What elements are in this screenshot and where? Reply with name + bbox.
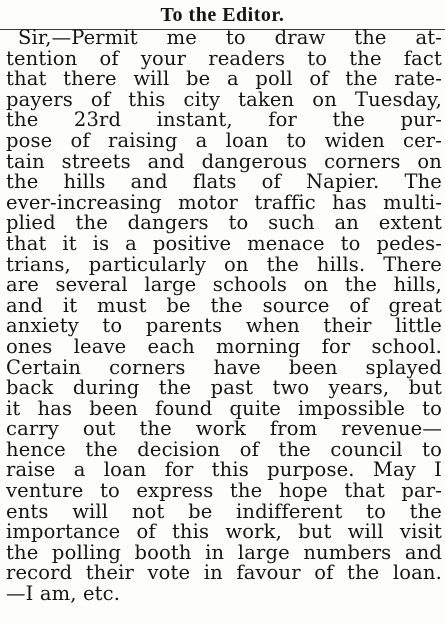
letter-line: —I am, etc. — [6, 582, 121, 606]
letter-line: trians, particularly on the hills. There — [6, 252, 442, 276]
letter-line: that there will be a poll of the rate- — [6, 67, 442, 91]
letter-line: carry out the work from revenue— — [6, 417, 442, 441]
letter-line: the polling booth in large numbers and — [6, 540, 442, 564]
letter-line: plied the dangers to such an extent — [6, 211, 442, 235]
letter-line: the 23rd instant, for the pur- — [6, 108, 442, 132]
letter-heading: To the Editor. — [160, 4, 285, 26]
letter-line: back during the past two years, but — [6, 376, 442, 400]
letter-line: anxiety to parents when their little — [6, 314, 442, 338]
letter-line: venture to express the hope that par- — [6, 479, 442, 503]
letter-line: and it must be the source of great — [6, 293, 442, 317]
letter-line: that it is a positive menace to pedes- — [6, 231, 442, 255]
letter-line: hence the decision of the council to — [6, 437, 442, 461]
letter-line: payers of this city taken on Tuesday, — [6, 87, 442, 111]
letter-line: raise a loan for this purpose. May I — [6, 458, 442, 482]
letter-line: record their vote in favour of the loan. — [6, 561, 442, 585]
letter-line: ever-increasing motor traffic has multi- — [6, 190, 442, 214]
letter-line: tain streets and dangerous corners on — [6, 149, 442, 173]
letter-line: pose of raising a loan to widen cer- — [6, 128, 442, 152]
letter-line: are several large schools on the hills, — [6, 273, 442, 297]
letter-line: Sir,—Permit me to draw the at- — [18, 26, 442, 49]
letter-line: tention of your readers to the fact — [6, 46, 442, 70]
letter-line: the hills and flats of Napier. The — [6, 170, 442, 194]
letter-line: it has been found quite impossible to — [6, 396, 442, 420]
letter-line: importance of this work, but will visit — [6, 520, 442, 544]
letter-line: Certain corners have been splayed — [6, 355, 442, 379]
letter-body — [6, 28, 442, 605]
letter-line: ents will not be indifferent to the — [6, 499, 442, 523]
letter-line: ones leave each morning for school. — [6, 334, 442, 358]
